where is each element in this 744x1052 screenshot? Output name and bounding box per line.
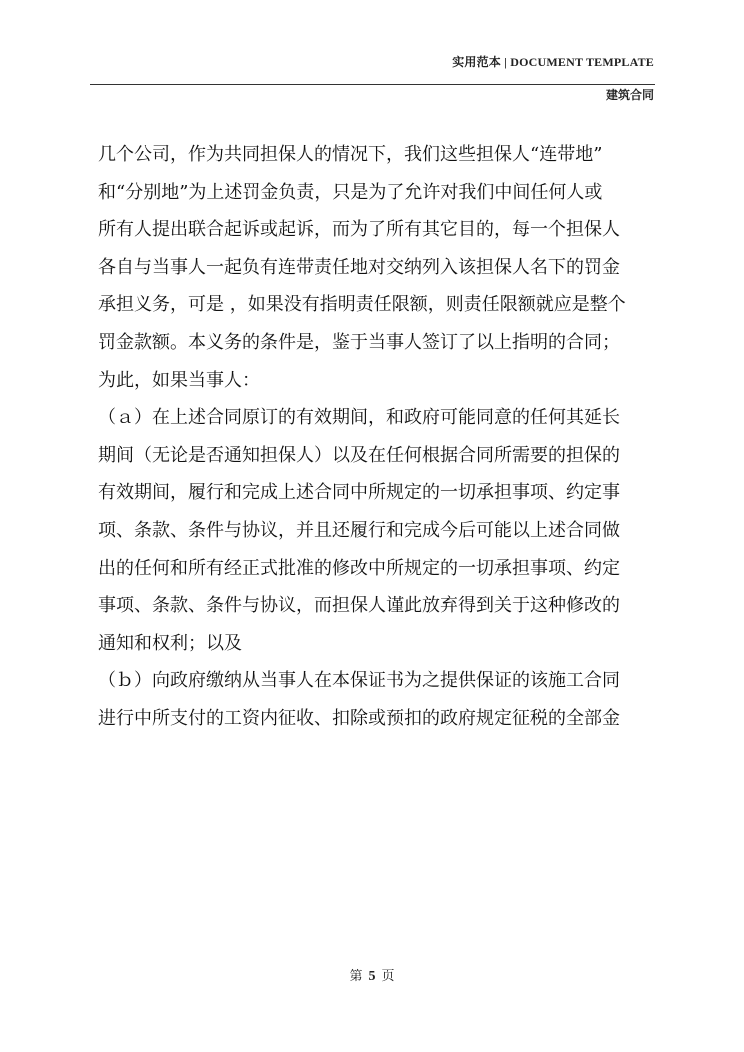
page-footer [0,965,744,985]
body-line: 事项、条款、条件与协议，而担保人谨此放弃得到关于这种修改的 [98,595,620,617]
body-line: 所有人提出联合起诉或起诉，而为了所有其它目的，每一个担保人 [98,219,620,241]
body-line: 有效期间，履行和完成上述合同中所规定的一切承担事项、约定事 [98,482,620,504]
header-divider [90,84,655,85]
body-line: 承担义务，可是 ，如果没有指明责任限额，则责任限额就应是整个 [98,294,626,316]
body-text [98,136,663,738]
body-line: 各自与当事人一起负有连带责任地对交纳列入该担保人名下的罚金 [98,256,620,278]
body-line: 通知和权利；以及 [98,632,242,654]
body-line: （ａ）在上述合同原订的有效期间，和政府可能同意的任何其延长 [98,407,620,429]
header-template-label: 实用范本 | DOCUMENT TEMPLATE [452,55,654,69]
body-line: 和“分别地”为上述罚金负责，只是为了允许对我们中间任何人或 [98,181,603,203]
footer-suffix: 页 [381,969,395,984]
page-number: 5 [368,969,376,984]
body-line: 为此，如果当事人： [98,369,260,391]
header-category-label: 建筑合同 [605,88,654,102]
body-line: 项、条款、条件与协议，并且还履行和完成今后可能以上述合同做 [98,519,620,541]
footer-prefix: 第 [349,969,363,984]
body-line: 出的任何和所有经正式批准的修改中所规定的一切承担事项、约定 [98,557,620,579]
body-line: 几个公司，作为共同担保人的情况下，我们这些担保人“连带地” [98,144,603,165]
body-line: （ｂ）向政府缴纳从当事人在本保证书为之提供保证的该施工合同 [98,670,620,692]
body-line: 进行中所支付的工资内征收、扣除或预扣的政府规定征税的全部金 [98,707,620,729]
body-line: 罚金款额。本义务的条件是，鉴于当事人签订了以上指明的合同； [98,331,620,353]
body-line: 期间（无论是否通知担保人）以及在任何根据合同所需要的担保的 [98,444,620,466]
